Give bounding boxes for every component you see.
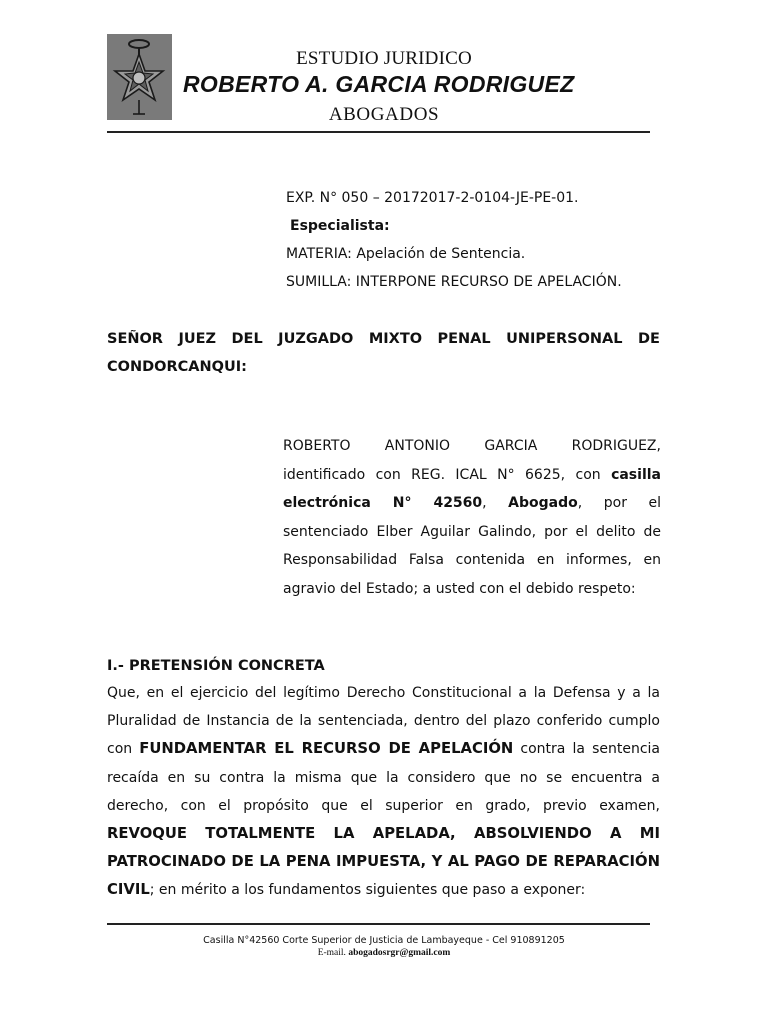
intro-text: identificado con REG. ICAL N° 6625, con (283, 466, 612, 483)
intro-name-word: GARCIA (484, 438, 538, 454)
sumilla-line: SUMILLA: INTERPONE RECURSO DE APELACIÓN. (286, 274, 622, 290)
addressee-word: DE (637, 331, 660, 347)
body-text: ; en mérito a los fundamentos siguientes que paso a exponer: (149, 882, 586, 899)
email-label: E-mail. (317, 948, 349, 958)
body-text: Que, en el ejercicio del legítimo Derecho Constitucional a la Defensa y a la Pluralidad de Instancia de la sentenciada, dentro del plazo conferido cumplo con (107, 685, 660, 758)
addressee-word: UNIPERSONAL (506, 331, 623, 347)
firm-subtitle: ABOGADOS (328, 104, 440, 125)
addressee-word: MIXTO (368, 331, 423, 347)
body-text: contra la sentencia recaída en su contra la misma que la considero que no se encuentra a derecho, con el propósito que el superior en grado, previo examen, (107, 741, 660, 814)
addressee-word: JUEZ (178, 331, 217, 347)
intro-text: , (482, 495, 509, 511)
footer-contact: Casilla N°42560 Corte Superior de Justicia de Lambayeque - Cel 910891205 (203, 935, 565, 946)
lawyer-name-title: ROBERTO A. GARCIA RODRIGUEZ (183, 71, 575, 97)
body-bold: FUNDAMENTAR EL RECURSO DE APELACIÓN (139, 740, 514, 758)
firm-label (0, 48, 768, 70)
materia-label: MATERIA: (286, 246, 352, 262)
intro-paragraph (283, 432, 661, 603)
section-title: I.- PRETENSIÓN CONCRETA (107, 658, 325, 674)
addressee-line-1 (107, 325, 660, 353)
intro-text: , por el sentenciado Elber Aguilar Galindo, por el delito de Responsabilidad Falsa contenida en informes, en agravio del Estado; a usted con el debido respeto: (283, 495, 662, 597)
email-address: abogadosrgr@gmail.com (348, 948, 451, 958)
addressee-word: SEÑOR (107, 331, 163, 347)
header-divider (107, 131, 650, 133)
addressee-line-2: CONDORCANQUI: (107, 359, 247, 375)
intro-name-word: ROBERTO (283, 438, 351, 454)
footer-divider (107, 923, 650, 925)
body-bold: REVOQUE TOTALMENTE LA APELADA, ABSOLVIENDO A MI PATROCINADO DE LA PENA IMPUESTA, Y AL PAGO DE REPARACIÓN CIVIL (107, 825, 660, 899)
intro-name-word: RODRIGUEZ, (571, 438, 661, 454)
page-footer (0, 934, 768, 960)
intro-name-word: ANTONIO (384, 438, 451, 454)
materia-line (286, 240, 622, 268)
materia-value: Apelación de Sentencia. (351, 246, 526, 262)
footer-email-line (0, 947, 768, 960)
case-metadata (286, 184, 622, 296)
section-body (107, 679, 660, 905)
intro-casilla: casilla electrónica N° 42560 (283, 466, 661, 511)
especialista-label: Especialista: (290, 218, 390, 234)
addressee-word: DEL (231, 331, 263, 347)
addressee-block (107, 325, 660, 381)
intro-name-line (283, 432, 661, 461)
intro-abogado: Abogado (508, 495, 578, 511)
addressee-word: JUZGADO (278, 331, 354, 347)
expediente-number: EXP. N° 050 – 20172017-2-0104-JE-PE-01. (286, 190, 579, 206)
firm-label-text: ESTUDIO JURIDICO (296, 48, 472, 69)
addressee-word: PENAL (437, 331, 491, 347)
